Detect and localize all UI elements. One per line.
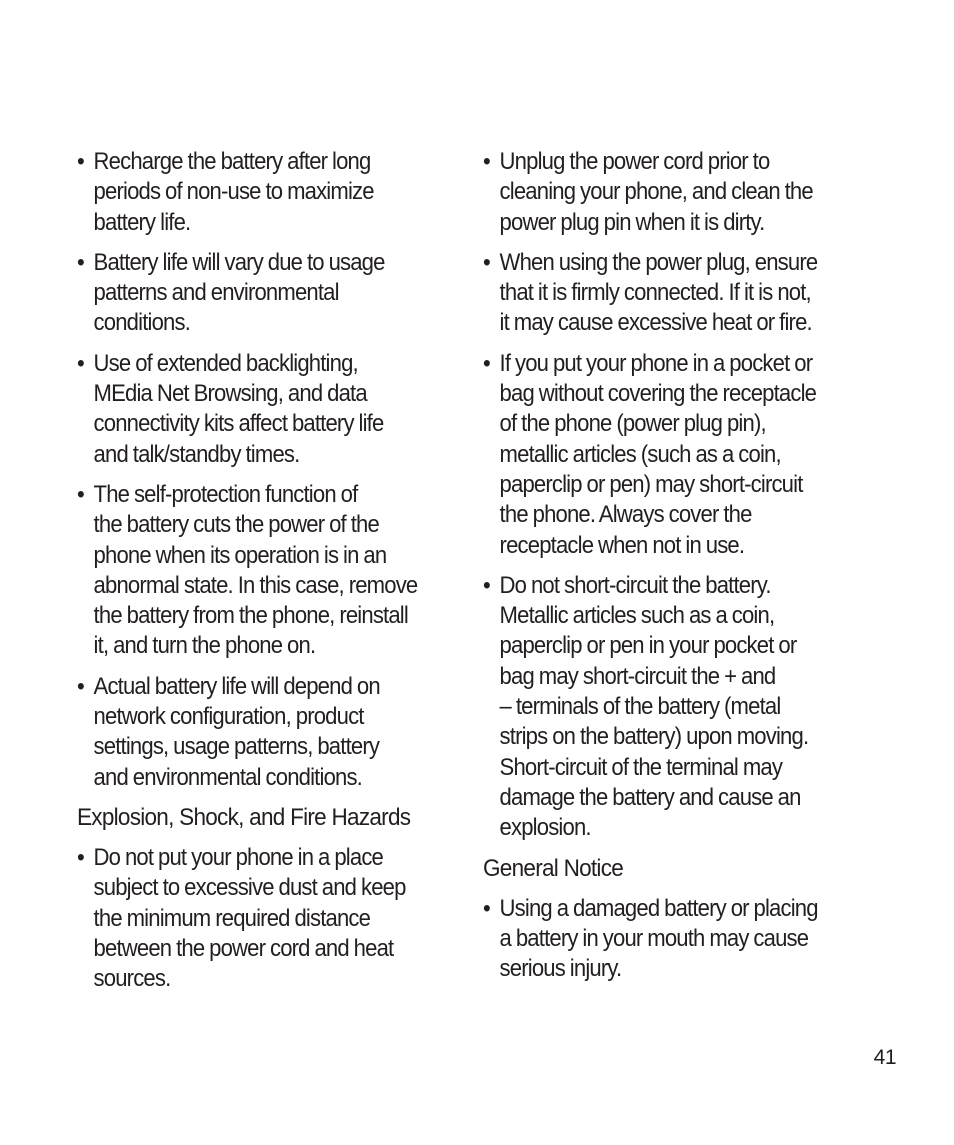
page-number: 41 xyxy=(873,1046,896,1069)
bullet-icon: • xyxy=(77,843,84,871)
bullet-icon: • xyxy=(483,248,490,276)
list-item xyxy=(483,147,877,238)
list-item xyxy=(483,248,877,339)
bullet-icon: • xyxy=(483,894,490,922)
list-item-text: If you put your phone in a pocket or bag without covering the receptacle of the phone (power plug pin), metallic articles (such as a coin, paperclip or pen) may short-circuit the phone. Always cover the receptacle when not in use. xyxy=(499,349,817,559)
list-item-text: When using the power plug, ensure that it is firmly connected. If it is not, it may cause excessive heat or fire. xyxy=(499,248,818,337)
section-heading-hazards: Explosion, Shock, and Fire Hazards xyxy=(77,803,411,831)
list-item-text: Using a damaged battery or placing a battery in your mouth may cause serious injury. xyxy=(499,894,818,983)
list-item-text: Do not put your phone in a place subject to excessive dust and keep the minimum required distance between the power cord and heat sources. xyxy=(93,843,406,993)
list-item xyxy=(77,147,471,238)
bullet-icon: • xyxy=(483,571,490,599)
bullet-icon: • xyxy=(77,248,84,276)
list-item xyxy=(483,894,877,985)
list-item xyxy=(483,349,877,561)
right-column xyxy=(483,147,863,994)
bullet-icon: • xyxy=(77,480,84,508)
bullet-icon: • xyxy=(77,349,84,377)
list-item-text: Recharge the battery after long periods of non-use to maximize battery life. xyxy=(93,148,374,236)
list-item xyxy=(77,843,471,994)
list-item-text: Use of extended backlighting, MEdia Net Browsing, and data connectivity kits affect battery life and talk/standby times. xyxy=(93,349,384,468)
bullet-icon: • xyxy=(77,672,84,700)
list-item-text: The self-protection function of the battery cuts the power of the phone when its operation is in an abnormal state. In this case, remove the battery from the phone, reinstall it, and turn the phone on. xyxy=(93,480,418,660)
list-item xyxy=(77,480,471,662)
left-column xyxy=(77,147,457,1004)
list-item xyxy=(77,349,471,470)
bullet-icon: • xyxy=(77,148,84,175)
right-bullet-list-top xyxy=(483,147,863,844)
list-item xyxy=(77,672,471,793)
list-item-text: Actual battery life will depend on network configuration, product settings, usage patterns, battery and environmental conditions. xyxy=(93,672,380,791)
list-item xyxy=(77,248,471,339)
bullet-icon: • xyxy=(483,148,490,175)
list-item-text: Unplug the power cord prior to cleaning your phone, and clean the power plug pin when it is dirty. xyxy=(499,148,813,236)
list-item-text: Do not short-circuit the battery. Metallic articles such as a coin, paperclip or pen in your pocket or bag may short-circuit the + and – terminals of the battery (metal strips on the battery) upon moving. Short-circuit of the terminal may damage the battery and cause an explosion. xyxy=(499,571,809,842)
left-bullet-list-top xyxy=(77,147,457,793)
bullet-icon: • xyxy=(483,349,490,377)
list-item xyxy=(483,571,877,844)
section-heading-general-notice: General Notice xyxy=(483,854,624,882)
right-bullet-list-bottom xyxy=(483,894,863,985)
list-item-text: Battery life will vary due to usage patterns and environmental conditions. xyxy=(93,248,385,337)
left-bullet-list-bottom xyxy=(77,843,457,994)
